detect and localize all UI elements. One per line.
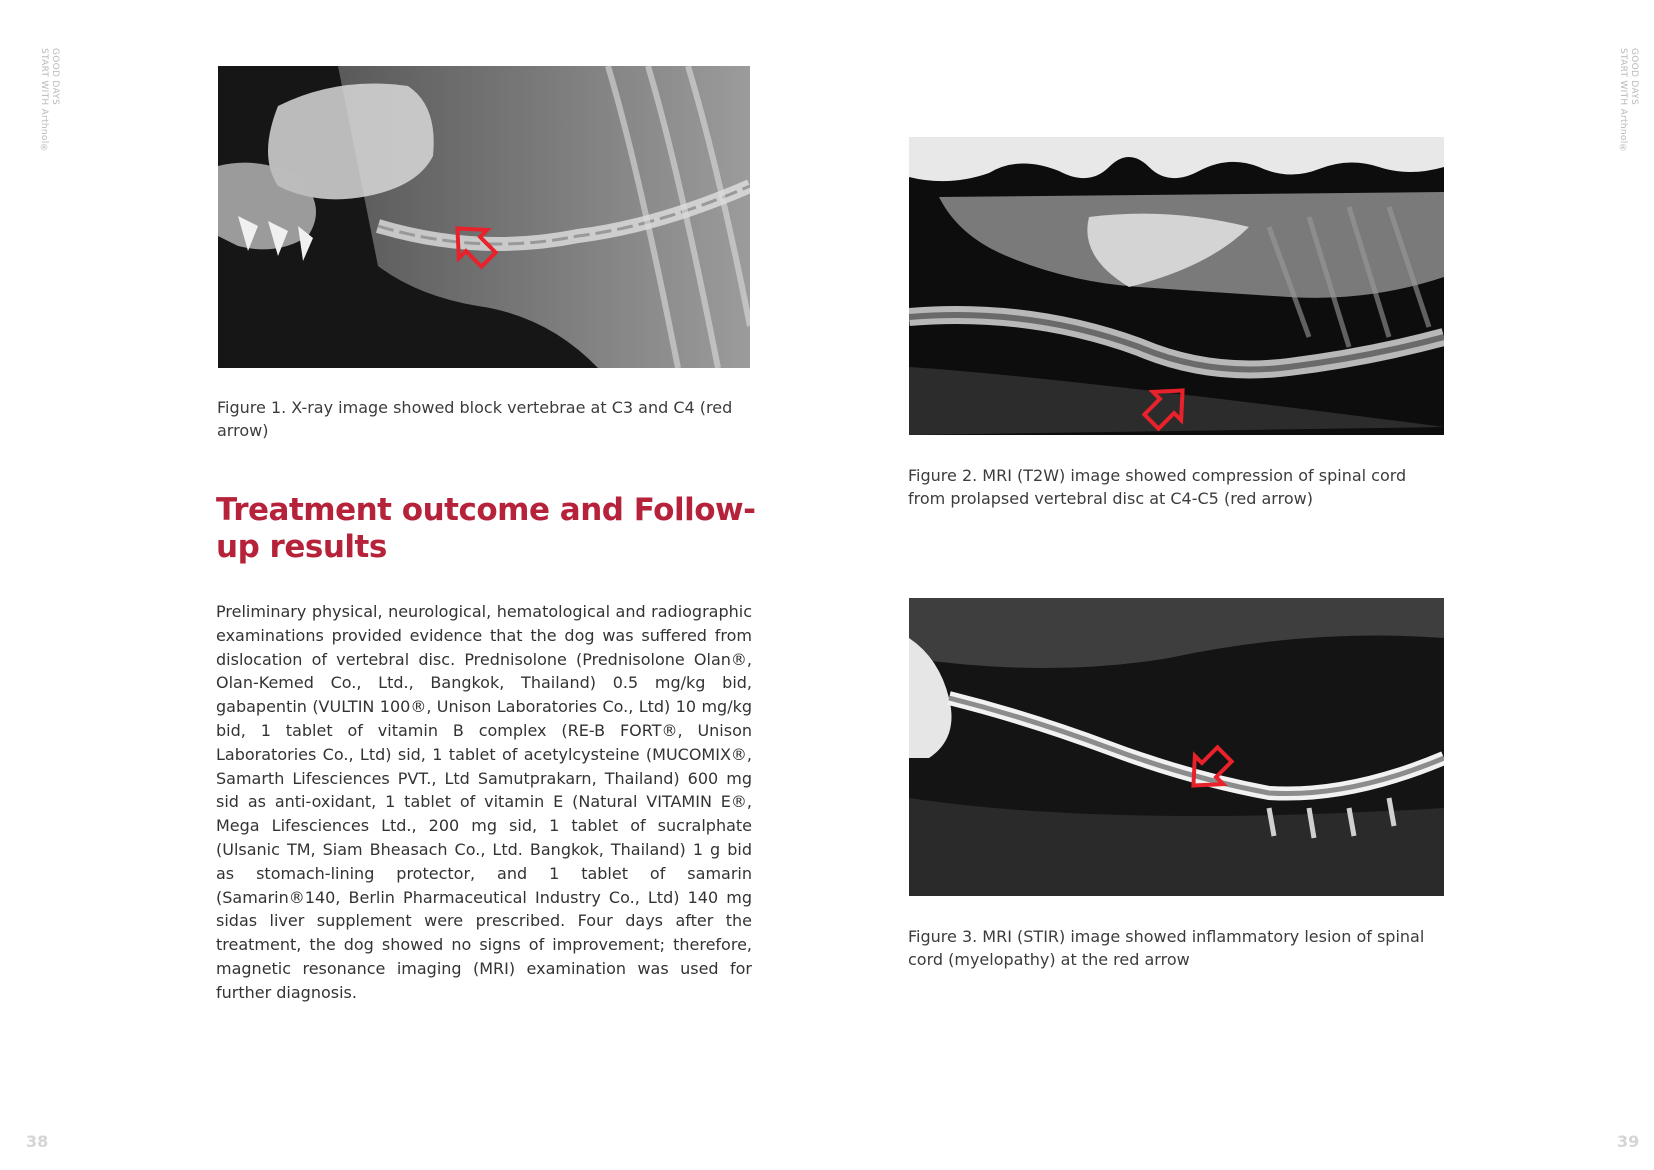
mri-t2w-figure: [909, 137, 1444, 435]
section-title: Treatment outcome and Follow-up results: [216, 492, 756, 565]
right-page: [827, 0, 1654, 1170]
side-tag-line-2: START WITH Arthnol®: [39, 48, 49, 154]
mri-t2w-image: [909, 137, 1444, 435]
figure1-caption: Figure 1. X-ray image showed block vertebrae at C3 and C4 (red arrow): [217, 398, 733, 440]
side-tag-line-1: GOOD DAYS: [1629, 48, 1639, 106]
side-tag-line-1: GOOD DAYS: [50, 48, 60, 106]
xray-image: [218, 66, 750, 368]
figure2-caption: Figure 2. MRI (T2W) image showed compression of spinal cord from prolapsed vertebral disc at C4-C5 (red arrow): [908, 466, 1407, 508]
side-tag: [30, 48, 60, 188]
page-number: 39: [1617, 1132, 1640, 1151]
body-paragraph: Preliminary physical, neurological, hematological and radiographic examinations provided evidence that the dog was suffered from dislocation of vertebral disc. Prednisolone (Prednisolone Olan®, Olan-Kemed Co., Ltd., Bangkok, Thailand) 0.5 mg/kg bid, gabapentin (VULTIN 100®, Unison Laboratories Co., Ltd) 10 mg/kg bid, 1 tablet of vitamin B complex (RE-B FORT®, Unison Laboratories Co., Ltd) sid, 1 tablet of acetylcysteine (MUCOMIX®, Samarth Lifesciences PVT., Ltd Samutprakarn, Thailand) 600 mg sid as anti-oxidant, 1 tablet of vitamin E (Natural VITAMIN E®, Mega Lifesciences Ltd., 200 mg sid, 1 tablet of sucralphate (Ulsanic TM, Siam Bheasach Co., Ltd. Bangkok, Thailand) 1 g bid as stomach-lining protector, and 1 tablet of samarin (Samarin®140, Berlin Pharmaceutical Industry Co., Ltd) 140 mg sidas liver supplement were prescribed. Four days after the treatment, the dog showed no signs of improvement; therefore, magnetic resonance imaging (MRI) examination was used for further diagnosis.: [216, 602, 752, 1002]
side-tag: [1609, 48, 1639, 188]
xray-figure: [218, 66, 750, 368]
mri-stir-figure: [909, 598, 1444, 896]
page-number: 38: [26, 1132, 49, 1151]
side-tag-line-2: START WITH Arthnol®: [1618, 48, 1628, 154]
figure3-caption: Figure 3. MRI (STIR) image showed inflammatory lesion of spinal cord (myelopathy) at the red arrow: [908, 927, 1425, 969]
mri-stir-image: [909, 598, 1444, 896]
